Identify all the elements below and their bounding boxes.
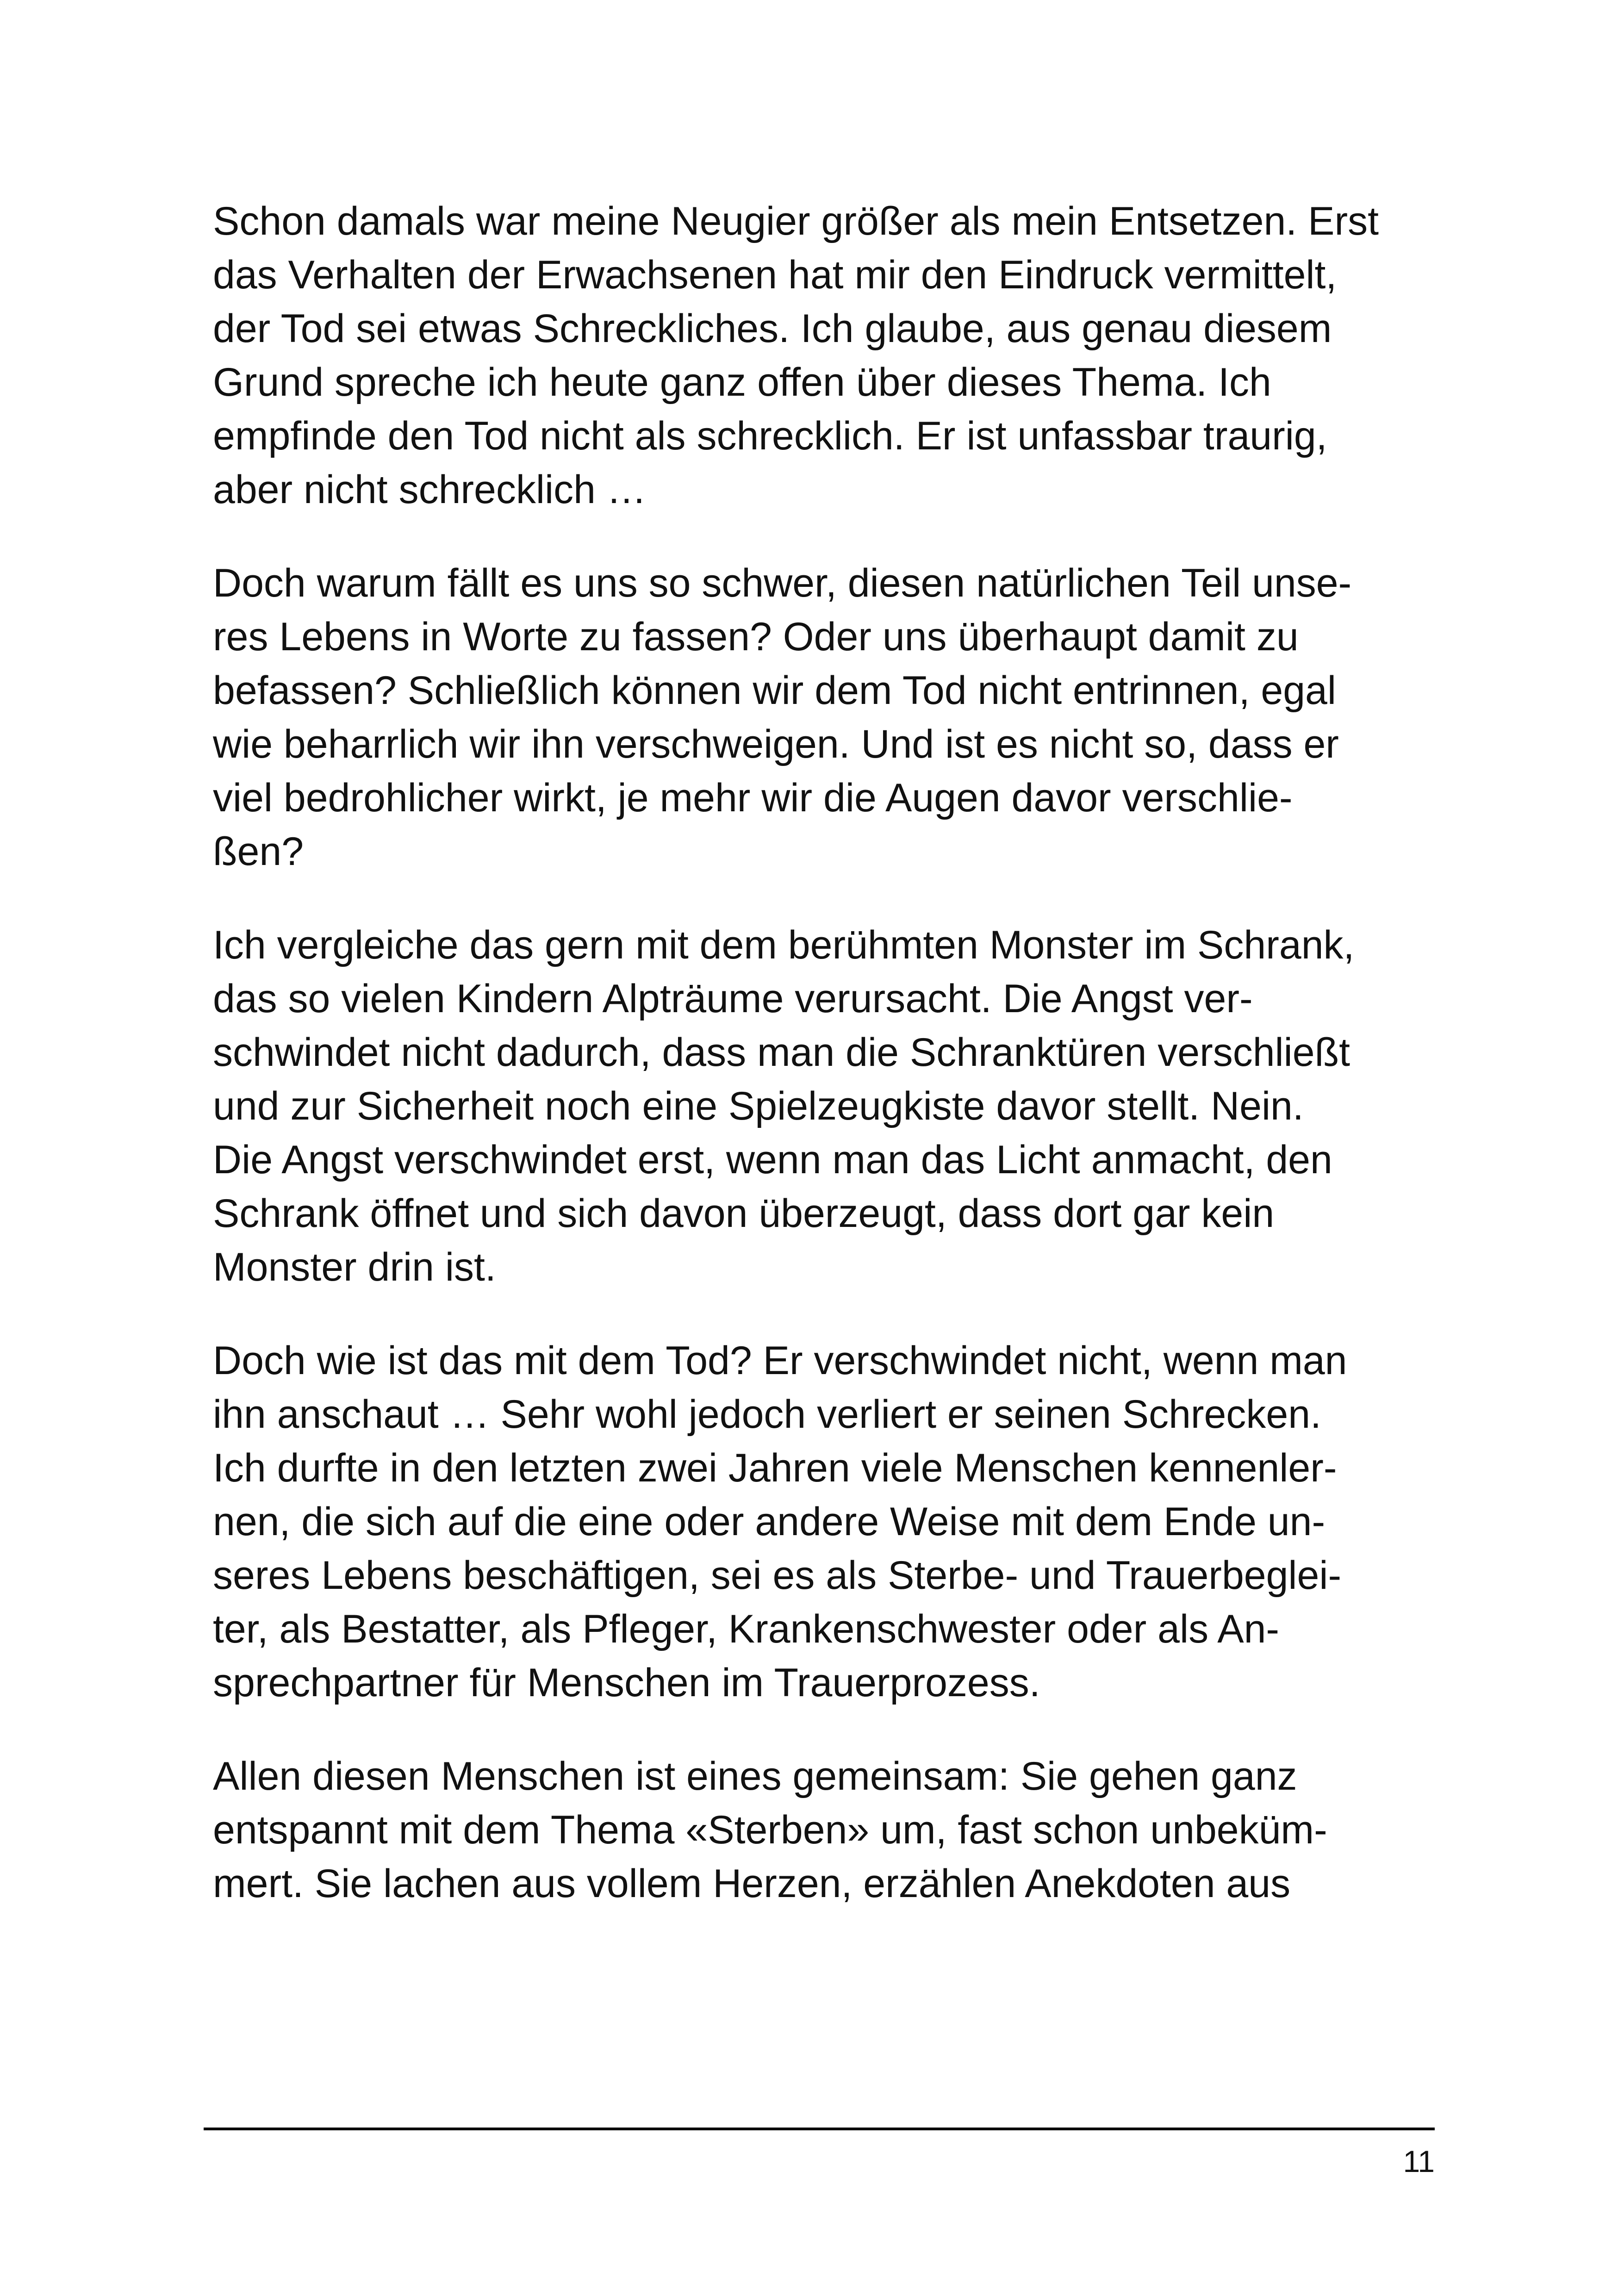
text-line: befassen? Schließlich können wir dem Tod nicht entrinnen, egal: [213, 668, 1336, 713]
text-line: nen, die sich auf die eine oder andere Weise mit dem Ende un-: [213, 1500, 1326, 1544]
text-line: Schrank öffnet und sich davon überzeugt, dass dort gar kein: [213, 1191, 1275, 1236]
text-line: sprechpartner für Menschen im Trauerprozess.: [213, 1661, 1040, 1705]
text-line: aber nicht schrecklich …: [213, 467, 647, 512]
text-line: ihn anschaut … Sehr wohl jedoch verliert er seinen Schrecken.: [213, 1392, 1321, 1437]
text-line: Die Angst verschwindet erst, wenn man das Licht anmacht, den: [213, 1138, 1332, 1182]
paragraph: [213, 1749, 1435, 1910]
text-line: Doch warum fällt es uns so schwer, diesen natürlichen Teil unse-: [213, 561, 1352, 605]
page-number: 11: [1403, 2144, 1435, 2178]
text-line: entspannt mit dem Thema «Sterben» um, fast schon unbeküm-: [213, 1808, 1327, 1852]
text-line: viel bedrohlicher wirkt, je mehr wir die Augen davor verschlie-: [213, 776, 1293, 820]
text-line: das Verhalten der Erwachsenen hat mir den Eindruck vermittelt,: [213, 253, 1337, 297]
page-body: [213, 194, 1435, 1950]
text-line: das so vielen Kindern Alpträume verursacht. Die Angst ver-: [213, 977, 1253, 1021]
text-line: res Lebens in Worte zu fassen? Oder uns überhaupt damit zu: [213, 615, 1299, 659]
paragraph: [213, 556, 1435, 878]
text-line: schwindet nicht dadurch, dass man die Schranktüren verschließt: [213, 1030, 1350, 1075]
text-line: und zur Sicherheit noch eine Spielzeugkiste davor stellt. Nein.: [213, 1084, 1304, 1128]
text-line: ter, als Bestatter, als Pfleger, Krankenschwester oder als An-: [213, 1607, 1280, 1651]
text-line: mert. Sie lachen aus vollem Herzen, erzählen Anekdoten aus: [213, 1861, 1291, 1906]
text-line: seres Lebens beschäftigen, sei es als Sterbe- und Trauerbeglei-: [213, 1553, 1342, 1598]
paragraph: [213, 1334, 1435, 1710]
text-line: Doch wie ist das mit dem Tod? Er verschwindet nicht, wenn man: [213, 1338, 1347, 1383]
paragraph: [213, 194, 1435, 516]
text-line: wie beharrlich wir ihn verschweigen. Und ist es nicht so, dass er: [213, 722, 1339, 766]
footer-divider: [204, 2128, 1435, 2130]
text-line: Schon damals war meine Neugier größer als mein Entsetzen. Erst: [213, 199, 1379, 243]
text-line: Monster drin ist.: [213, 1245, 496, 1289]
text-line: Ich vergleiche das gern mit dem berühmten Monster im Schrank,: [213, 923, 1355, 967]
text-line: empfinde den Tod nicht als schrecklich. Er ist unfassbar traurig,: [213, 414, 1327, 458]
text-line: der Tod sei etwas Schreckliches. Ich glaube, aus genau diesem: [213, 306, 1332, 351]
text-line: Ich durfte in den letzten zwei Jahren viele Menschen kennenler-: [213, 1446, 1337, 1490]
text-line: Allen diesen Menschen ist eines gemeinsam: Sie gehen ganz: [213, 1754, 1297, 1798]
paragraph: [213, 918, 1435, 1294]
text-line: Grund spreche ich heute ganz offen über dieses Thema. Ich: [213, 360, 1271, 404]
text-line: ßen?: [213, 829, 304, 874]
